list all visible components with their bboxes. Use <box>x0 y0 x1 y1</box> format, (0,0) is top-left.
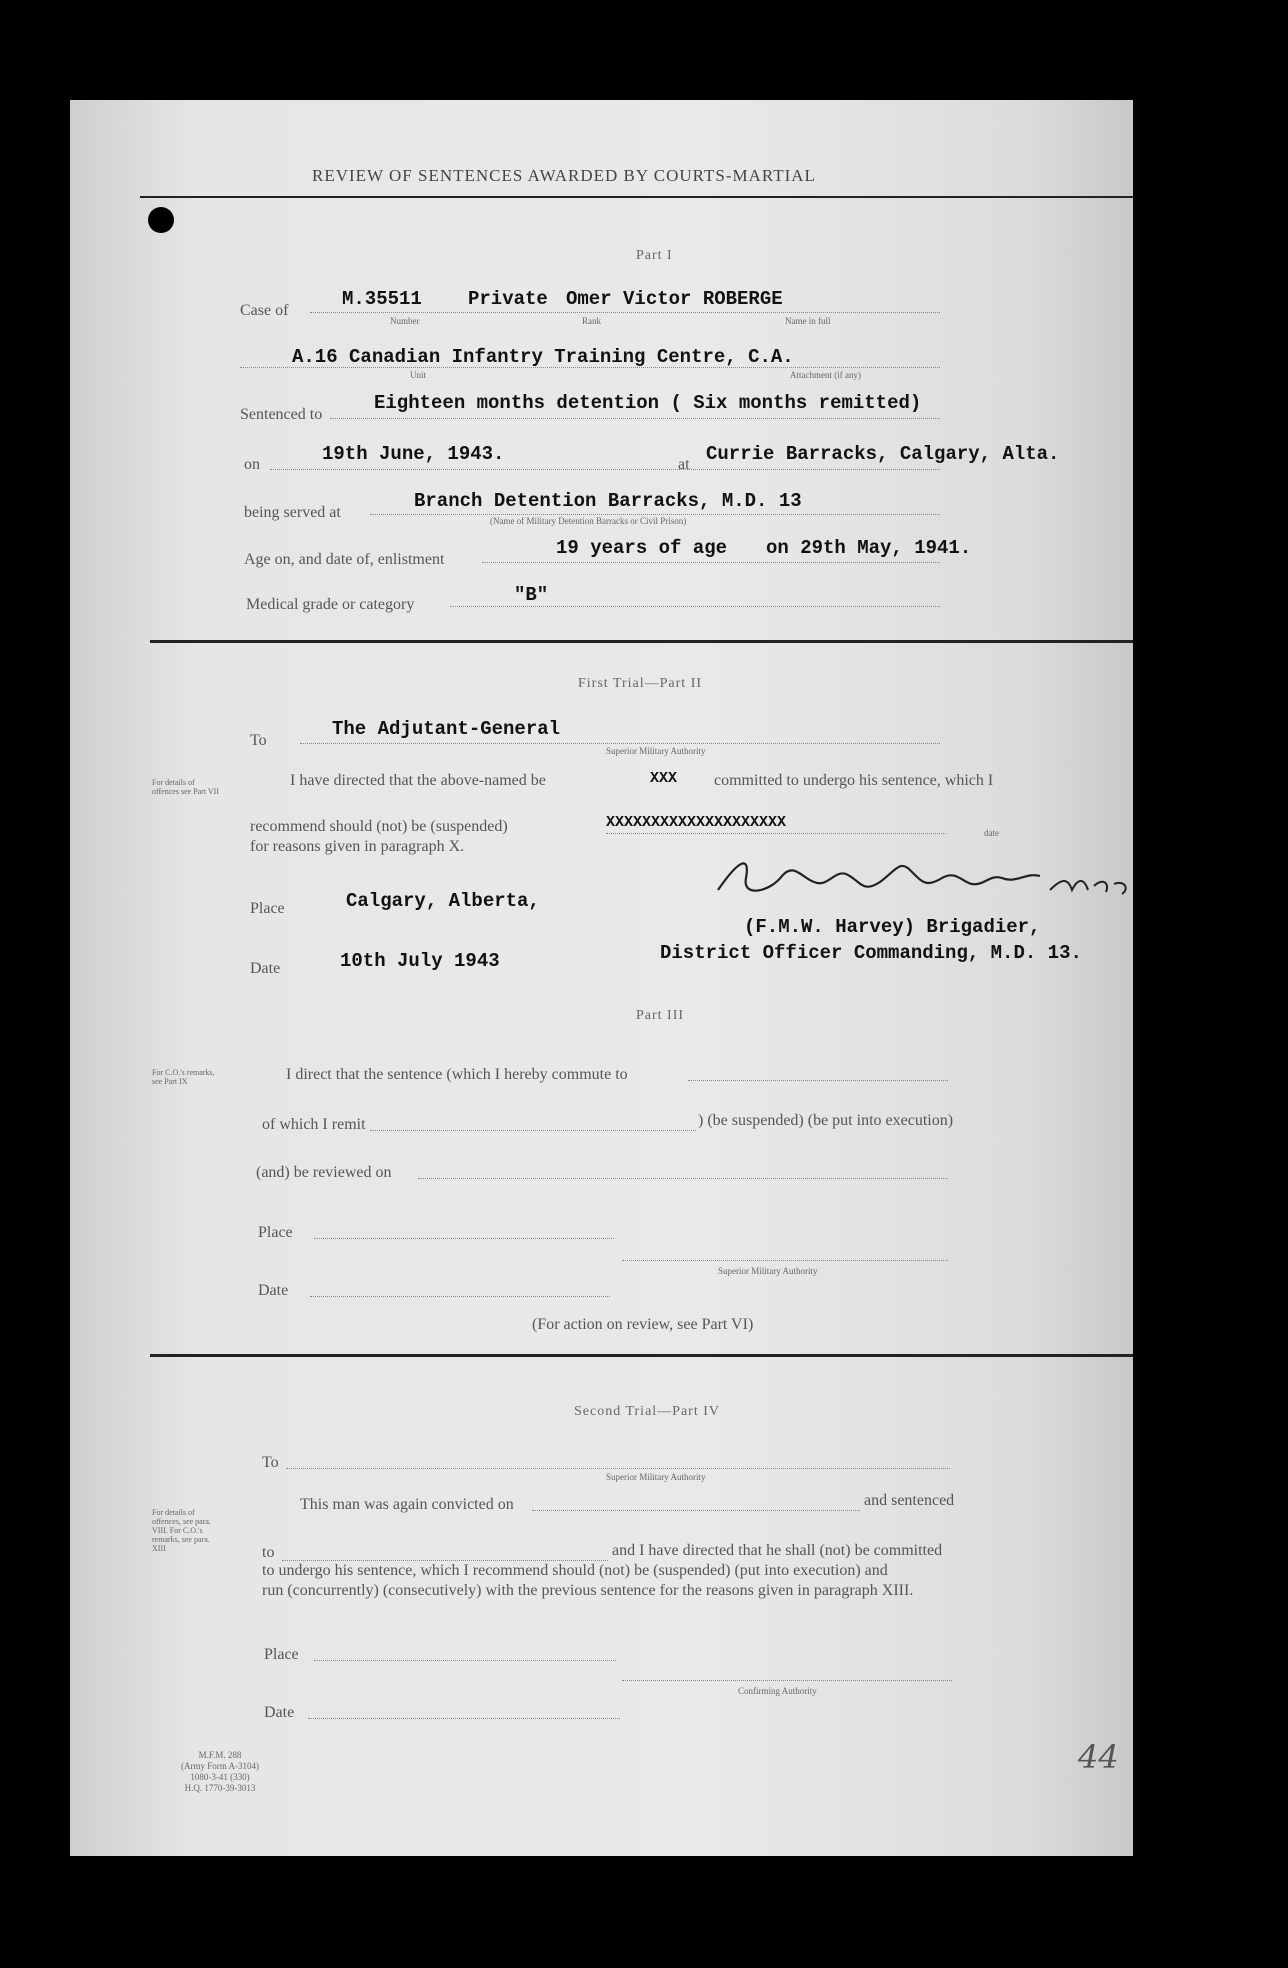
rank: Private <box>468 288 548 310</box>
remit-line <box>370 1130 696 1131</box>
superior-caption: Superior Military Authority <box>606 746 706 756</box>
part3-date-line <box>310 1296 610 1297</box>
medical-label: Medical grade or category <box>246 596 415 613</box>
form-number-block <box>160 1750 280 1794</box>
at-label: at <box>678 456 690 473</box>
case-line <box>310 312 940 313</box>
part4-line-4: run (concurrently) (consecutively) with the previous sentence for the reasons given in paragraph XIII. <box>262 1582 914 1599</box>
unit-caption: Unit <box>410 370 427 380</box>
date-place-line <box>270 469 940 470</box>
recommend-line <box>606 833 946 834</box>
served-label: being served at <box>244 504 341 521</box>
unit-line <box>240 367 940 368</box>
part3-place-label: Place <box>258 1224 293 1241</box>
attachment-caption: Attachment (if any) <box>790 370 861 380</box>
page-number: 44 <box>1078 1738 1119 1776</box>
part4-to-line <box>286 1468 950 1469</box>
part4-superior-caption: Superior Military Authority <box>606 1472 706 1482</box>
part3-execution: ) (be suspended) (be put into execution) <box>698 1112 954 1129</box>
to-label: To <box>250 732 267 749</box>
part4-line-1b: and sentenced <box>864 1492 955 1509</box>
part3-place-line <box>314 1238 614 1239</box>
form-line: (Army Form A-3104) <box>181 1761 259 1771</box>
part3-heading: Part III <box>636 1008 685 1023</box>
age: 19 years of age <box>556 537 728 559</box>
part3-line-1: I direct that the sentence (which I hereby commute to <box>286 1066 628 1083</box>
signatory-title: District Officer Commanding, M.D. 13. <box>660 942 1082 964</box>
part4-line-2a: to <box>262 1544 275 1561</box>
sentence-date: 19th June, 1943. <box>322 443 505 465</box>
part3-reviewed: (and) be reviewed on <box>256 1164 392 1181</box>
name-caption: Name in full <box>785 316 831 326</box>
form-line: 1080-3-41 (330) <box>190 1772 250 1782</box>
struck-text: XXXXXXXXXXXXXXXXXXXX <box>606 814 787 831</box>
part3-superior-caption: Superior Military Authority <box>718 1266 818 1276</box>
part4-date-line <box>308 1718 620 1719</box>
trial-place: Currie Barracks, Calgary, Alta. <box>706 443 1060 465</box>
reviewed-line <box>418 1178 948 1179</box>
signatory-name: (F.M.W. Harvey) Brigadier, <box>744 916 1041 938</box>
part4-place-label: Place <box>264 1646 299 1663</box>
conviction-line <box>532 1510 860 1511</box>
directive-text-2: committed to undergo his sentence, which I <box>714 772 994 789</box>
sentenced-label: Sentenced to <box>240 406 323 423</box>
service-number: M.35511 <box>342 288 422 310</box>
part4-heading: Second Trial—Part IV <box>574 1404 720 1419</box>
form-line: H.Q. 1770-39-3013 <box>184 1783 256 1793</box>
sentence-line <box>330 418 940 419</box>
part4-signature-line <box>622 1680 952 1681</box>
case-label: Case of <box>240 302 289 319</box>
served-line <box>370 514 940 515</box>
part4-to-label: To <box>262 1454 279 1471</box>
part1-divider <box>150 640 1133 643</box>
part4-date-label: Date <box>264 1704 295 1721</box>
part3-divider <box>150 1354 1133 1357</box>
commute-line <box>688 1080 948 1081</box>
served-caption: (Name of Military Detention Barracks or Civil Prison) <box>490 516 687 526</box>
medical-grade: "B" <box>514 584 549 606</box>
confirming-caption: Confirming Authority <box>738 1686 817 1696</box>
part3-side-note: For C.O.'s remarks, see Part IX <box>152 1068 215 1086</box>
rank-caption: Rank <box>582 316 601 326</box>
date-value: 10th July 1943 <box>340 950 500 972</box>
part4-place-line <box>314 1660 616 1661</box>
part2-side-note: For details of offences see Part VII <box>152 778 220 796</box>
title-rule <box>140 196 1133 198</box>
sentence: Eighteen months detention ( Six months remitted) <box>374 392 922 414</box>
date-label: Date <box>250 960 281 977</box>
medical-line <box>450 606 940 607</box>
served-at: Branch Detention Barracks, M.D. 13 <box>414 490 802 512</box>
signature-image <box>710 848 1133 910</box>
part3-footer: (For action on review, see Part VI) <box>532 1316 754 1333</box>
age-label: Age on, and date of, enlistment <box>244 551 445 568</box>
part1-heading: Part I <box>636 248 673 263</box>
to-line <box>300 743 940 744</box>
on-label: on <box>244 456 260 473</box>
part3-remit: of which I remit <box>262 1116 366 1133</box>
form-line: M.F.M. 288 <box>198 1750 242 1760</box>
place-label: Place <box>250 900 285 917</box>
enlistment-date: on 29th May, 1941. <box>766 537 972 559</box>
part4-side-note: For details of offences, see para. VIII. For C.O.'s remarks, see para. XIII <box>152 1508 211 1553</box>
reasons-text: for reasons given in paragraph X. <box>250 838 465 855</box>
part4-line-1a: This man was again convicted on <box>300 1496 514 1513</box>
recommend-text: recommend should (not) be (suspended) <box>250 818 508 835</box>
struck-word: XXX <box>650 770 678 787</box>
addressee: The Adjutant-General <box>332 718 561 740</box>
form-page <box>70 100 1133 1856</box>
directive-text-1: I have directed that the above-named be <box>290 772 546 789</box>
unit: A.16 Canadian Infantry Training Centre, C.A. <box>292 346 794 368</box>
sentence-to-line <box>282 1560 608 1561</box>
number-caption: Number <box>390 316 420 326</box>
part4-line-3: to undergo his sentence, which I recommend should (not) be (suspended) (put into execution) and <box>262 1562 888 1579</box>
part3-signature-line <box>622 1260 948 1261</box>
part3-date-label: Date <box>258 1282 289 1299</box>
age-line <box>482 562 940 563</box>
date-caption: date <box>984 828 999 838</box>
soldier-name: Omer Victor ROBERGE <box>566 288 783 310</box>
part4-line-2b: and I have directed that he shall (not) be committed <box>612 1542 943 1559</box>
part2-heading: First Trial—Part II <box>578 676 703 691</box>
punch-hole <box>148 207 174 233</box>
place-value: Calgary, Alberta, <box>346 890 540 912</box>
form-title: REVIEW OF SENTENCES AWARDED BY COURTS-MARTIAL <box>312 166 816 185</box>
